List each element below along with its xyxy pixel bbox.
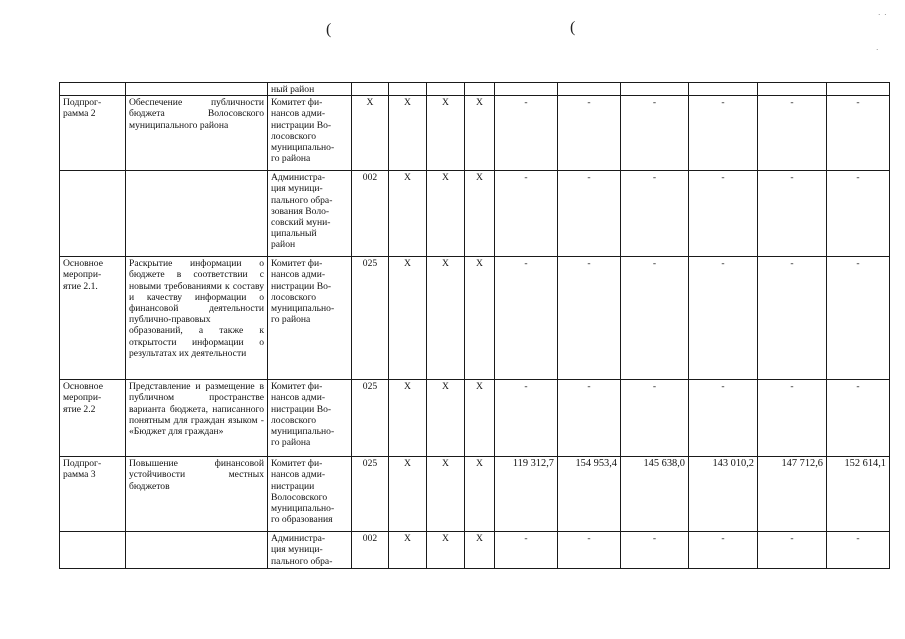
value-cell: -: [558, 380, 621, 457]
value-cell: -: [558, 171, 621, 257]
value-cell: -: [558, 257, 621, 380]
value-cell: -: [621, 96, 689, 171]
mark-cell: X: [465, 96, 495, 171]
mark-cell: X: [427, 96, 465, 171]
table-row: [60, 96, 890, 171]
mark-cell: X: [389, 171, 427, 257]
row-label-cell: Основное меропри- ятие 2.2: [60, 380, 126, 457]
value-cell: -: [495, 380, 558, 457]
value-cell: -: [689, 380, 758, 457]
description-cell: Представление и размещение в публичном пространстве варианта бюджета, написанного понятным для граждан языком - «Бюджет для граждан»: [126, 380, 268, 457]
table-row: [60, 171, 890, 257]
code-cell: 025: [352, 457, 389, 532]
mark-cell: [389, 83, 427, 96]
table-row: [60, 257, 890, 380]
row-label-cell: [60, 532, 126, 569]
value-cell: -: [621, 532, 689, 569]
table-body: [60, 83, 890, 569]
mark-cell: X: [427, 532, 465, 569]
value-cell: -: [621, 380, 689, 457]
mark-cell: X: [465, 171, 495, 257]
value-cell: -: [758, 96, 827, 171]
value-cell: -: [558, 532, 621, 569]
mark-cell: X: [465, 457, 495, 532]
value-cell: -: [758, 532, 827, 569]
value-cell: -: [689, 532, 758, 569]
code-cell: 025: [352, 257, 389, 380]
value-cell: -: [827, 171, 890, 257]
value-cell: -: [621, 171, 689, 257]
mark-cell: X: [465, 380, 495, 457]
budget-program-table: [59, 82, 890, 569]
value-cell: [827, 83, 890, 96]
value-cell: -: [495, 96, 558, 171]
table-row: [60, 457, 890, 532]
mark-cell: X: [465, 532, 495, 569]
value-cell: 154 953,4: [558, 457, 621, 532]
value-cell: 119 312,7: [495, 457, 558, 532]
row-label-cell: Основное меропри- ятие 2.1.: [60, 257, 126, 380]
executor-cell: Комитет фи- нансов адми- нистрации Во- лосовского муниципально- го района: [268, 96, 352, 171]
row-label-cell: [60, 171, 126, 257]
row-label-cell: Подпрог- рамма 3: [60, 457, 126, 532]
executor-cell: Комитет фи- нансов адми- нистрации Во- лосовского муниципально- го района: [268, 257, 352, 380]
value-cell: -: [689, 257, 758, 380]
description-cell: [126, 171, 268, 257]
value-cell: -: [621, 257, 689, 380]
value-cell: [621, 83, 689, 96]
value-cell: [758, 83, 827, 96]
table-row: [60, 380, 890, 457]
executor-cell: Администра- ция муници- пального обра-: [268, 532, 352, 569]
mark-cell: [465, 83, 495, 96]
row-label-cell: [60, 83, 126, 96]
value-cell: 143 010,2: [689, 457, 758, 532]
value-cell: -: [758, 380, 827, 457]
description-cell: [126, 532, 268, 569]
code-cell: 002: [352, 532, 389, 569]
value-cell: -: [758, 171, 827, 257]
code-cell: 025: [352, 380, 389, 457]
value-cell: -: [495, 257, 558, 380]
mark-cell: X: [427, 457, 465, 532]
code-cell: 002: [352, 171, 389, 257]
value-cell: 145 638,0: [621, 457, 689, 532]
mark-cell: X: [427, 380, 465, 457]
description-cell: Обеспечение публичности бюджета Волосовского муниципального района: [126, 96, 268, 171]
code-cell: X: [352, 96, 389, 171]
value-cell: -: [689, 96, 758, 171]
table-row: [60, 532, 890, 569]
value-cell: -: [827, 96, 890, 171]
description-cell: Повышение финансовой устойчивости местных бюджетов: [126, 457, 268, 532]
value-cell: -: [827, 257, 890, 380]
scan-dots-top: · ·: [878, 11, 888, 19]
row-label-cell: Подпрог- рамма 2: [60, 96, 126, 171]
value-cell: -: [827, 532, 890, 569]
mark-cell: X: [465, 257, 495, 380]
mark-cell: X: [389, 257, 427, 380]
executor-cell: Комитет фи- нансов адми- нистрации Волосовского муниципально- го образования: [268, 457, 352, 532]
value-cell: -: [689, 171, 758, 257]
mark-cell: [427, 83, 465, 96]
executor-cell: Администра- ция муници- пального обра- зования Воло- совский муни- ципальный район: [268, 171, 352, 257]
mark-cell: X: [427, 257, 465, 380]
description-cell: Раскрытие информации о бюджете в соответствии с новыми требованиями к составу и качеству информации о финансовой деятельности публично-правовых образований, а также к открытости информации о результатах их деятельности: [126, 257, 268, 380]
value-cell: [495, 83, 558, 96]
code-cell: [352, 83, 389, 96]
value-cell: 152 614,1: [827, 457, 890, 532]
mark-cell: X: [389, 532, 427, 569]
executor-cell: Комитет фи- нансов адми- нистрации Во- лосовского муниципально- го района: [268, 380, 352, 457]
mark-cell: X: [389, 96, 427, 171]
scan-dot-right: ·: [876, 46, 880, 54]
mark-cell: X: [389, 380, 427, 457]
value-cell: [689, 83, 758, 96]
paren-mark-left: (: [326, 21, 332, 38]
value-cell: -: [495, 532, 558, 569]
executor-cell: ный район: [268, 83, 352, 96]
value-cell: 147 712,6: [758, 457, 827, 532]
paren-mark-right: (: [570, 19, 576, 36]
value-cell: -: [558, 96, 621, 171]
mark-cell: X: [389, 457, 427, 532]
mark-cell: X: [427, 171, 465, 257]
value-cell: -: [827, 380, 890, 457]
value-cell: -: [758, 257, 827, 380]
value-cell: -: [495, 171, 558, 257]
description-cell: [126, 83, 268, 96]
table-row: [60, 83, 890, 96]
value-cell: [558, 83, 621, 96]
